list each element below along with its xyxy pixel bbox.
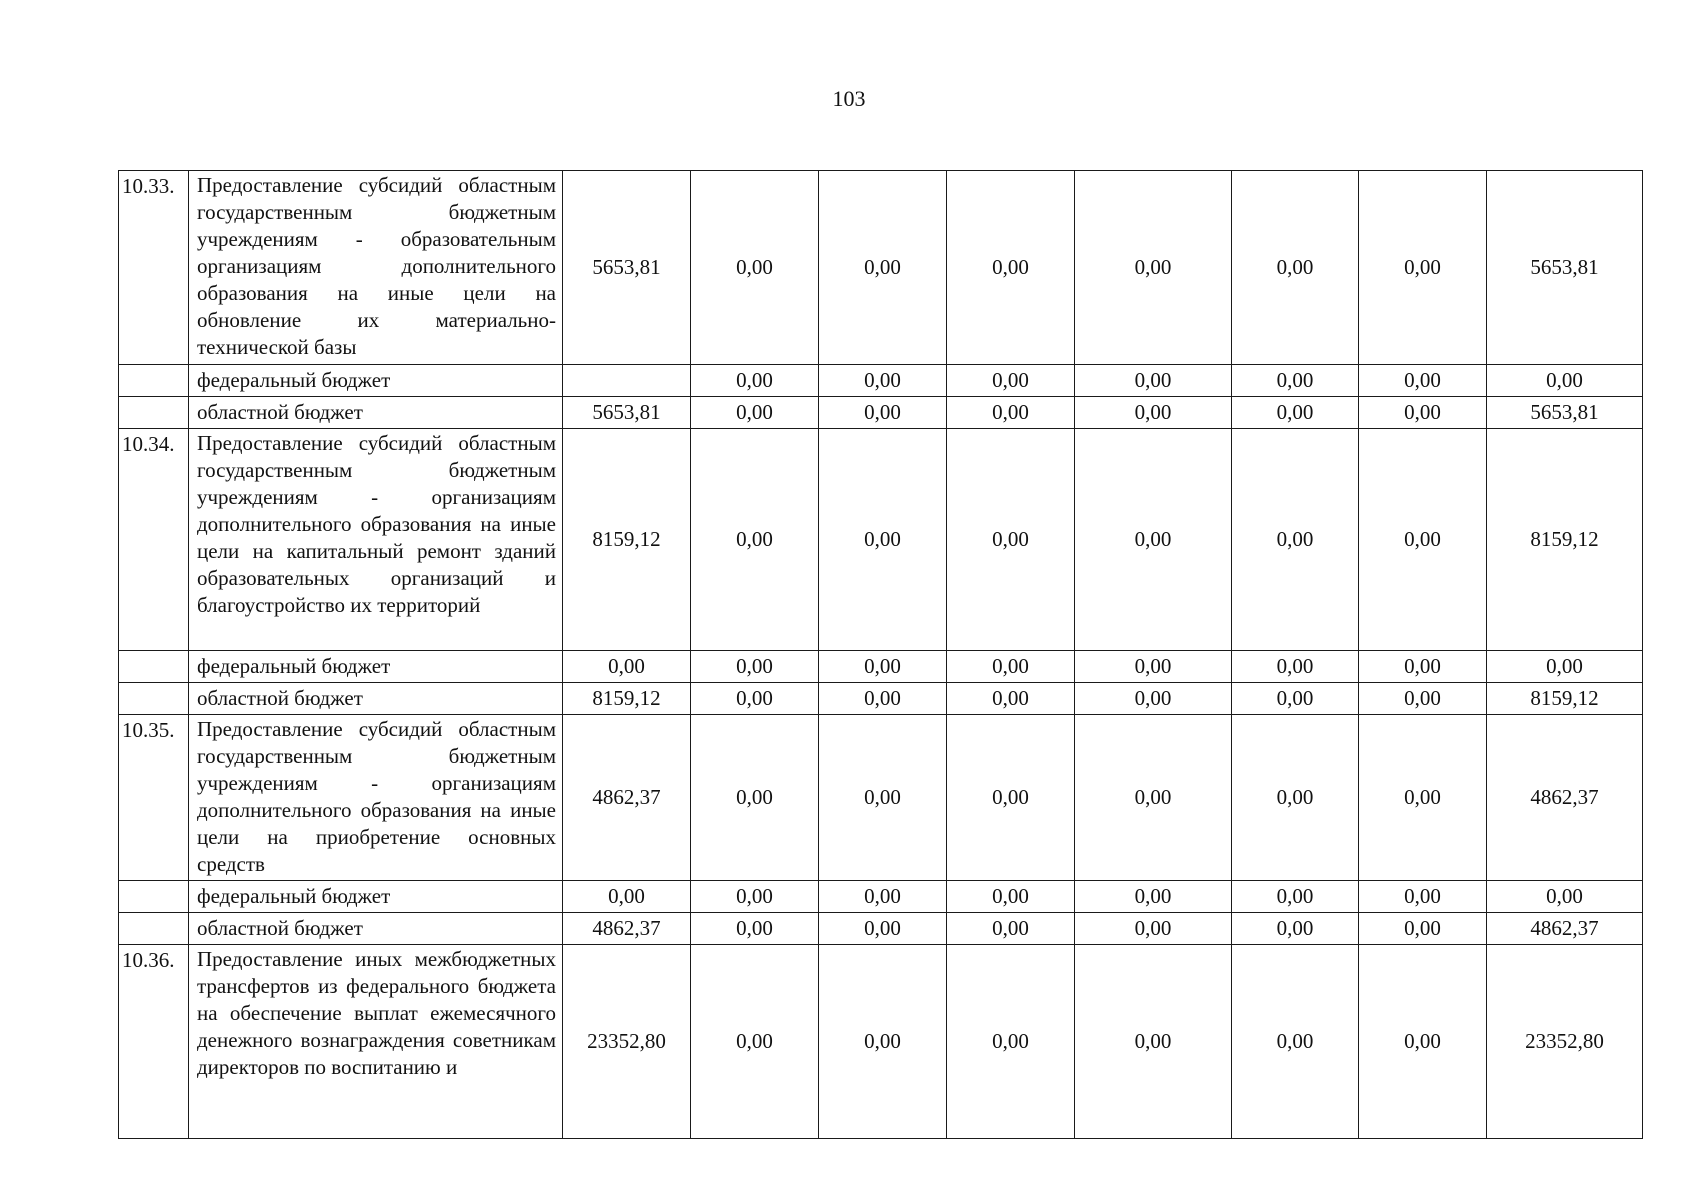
row-description: федеральный бюджет	[189, 651, 563, 683]
value-cell: 8159,12	[563, 683, 691, 715]
row-number	[119, 397, 189, 429]
row-description: Предоставление субсидий областным государственным бюджетным учреждениям - организациям дополнительного образования на иные цели на приобретение основных средств	[189, 715, 563, 881]
value-cell: 5653,81	[563, 397, 691, 429]
value-cell: 0,00	[947, 365, 1075, 397]
value-cell: 4862,37	[563, 913, 691, 945]
row-description: областной бюджет	[189, 397, 563, 429]
row-number	[119, 651, 189, 683]
value-cell: 0,00	[1232, 683, 1359, 715]
table-row	[119, 171, 1643, 365]
value-cell: 0,00	[1359, 365, 1487, 397]
value-cell: 0,00	[1075, 945, 1232, 1139]
value-cell: 0,00	[1359, 397, 1487, 429]
table-row	[119, 683, 1643, 715]
value-cell: 0,00	[947, 881, 1075, 913]
value-cell: 0,00	[691, 913, 819, 945]
value-cell: 0,00	[691, 881, 819, 913]
value-cell: 0,00	[1359, 429, 1487, 651]
table-row	[119, 715, 1643, 881]
table-row	[119, 651, 1643, 683]
value-cell: 0,00	[1075, 651, 1232, 683]
value-cell: 0,00	[691, 715, 819, 881]
row-number: 10.33.	[119, 171, 189, 365]
page-number: 103	[832, 86, 866, 111]
value-cell: 0,00	[819, 171, 947, 365]
table-row	[119, 913, 1643, 945]
value-cell: 0,00	[691, 365, 819, 397]
value-cell: 0,00	[819, 945, 947, 1139]
value-cell: 0,00	[1075, 365, 1232, 397]
value-cell: 0,00	[1359, 945, 1487, 1139]
value-cell: 8159,12	[1487, 429, 1643, 651]
value-cell: 0,00	[1075, 683, 1232, 715]
value-cell: 0,00	[563, 651, 691, 683]
value-cell: 23352,80	[1487, 945, 1643, 1139]
row-number: 10.34.	[119, 429, 189, 651]
value-cell: 0,00	[1232, 365, 1359, 397]
value-cell: 0,00	[1359, 715, 1487, 881]
row-description: областной бюджет	[189, 913, 563, 945]
value-cell: 0,00	[1487, 365, 1643, 397]
table-row	[119, 397, 1643, 429]
value-cell: 0,00	[1232, 171, 1359, 365]
row-description: федеральный бюджет	[189, 881, 563, 913]
value-cell: 0,00	[1232, 429, 1359, 651]
value-cell: 0,00	[1232, 945, 1359, 1139]
value-cell: 0,00	[1075, 913, 1232, 945]
value-cell: 0,00	[1075, 429, 1232, 651]
budget-table	[118, 170, 1643, 1139]
value-cell: 0,00	[819, 715, 947, 881]
row-number	[119, 365, 189, 397]
table-row	[119, 365, 1643, 397]
value-cell: 5653,81	[563, 171, 691, 365]
value-cell: 0,00	[691, 683, 819, 715]
value-cell: 0,00	[1232, 715, 1359, 881]
value-cell: 0,00	[947, 945, 1075, 1139]
value-cell: 5653,81	[1487, 397, 1643, 429]
row-description: Предоставление иных межбюджетных трансфертов из федерального бюджета на обеспечение выплат ежемесячного денежного вознаграждения советникам директоров по воспитанию и	[189, 945, 563, 1139]
value-cell: 0,00	[563, 881, 691, 913]
value-cell: 0,00	[947, 715, 1075, 881]
table-row	[119, 429, 1643, 651]
value-cell: 0,00	[1232, 881, 1359, 913]
value-cell: 4862,37	[563, 715, 691, 881]
row-description: Предоставление субсидий областным государственным бюджетным учреждениям - образовательным организациям дополнительного образования на иные цели на обновление их материально-технической базы	[189, 171, 563, 365]
value-cell: 23352,80	[563, 945, 691, 1139]
value-cell: 0,00	[1232, 397, 1359, 429]
row-description: областной бюджет	[189, 683, 563, 715]
value-cell: 0,00	[819, 429, 947, 651]
value-cell: 0,00	[1359, 651, 1487, 683]
value-cell: 8159,12	[1487, 683, 1643, 715]
row-number	[119, 683, 189, 715]
table-row	[119, 881, 1643, 913]
value-cell: 0,00	[1075, 397, 1232, 429]
value-cell: 0,00	[1487, 881, 1643, 913]
value-cell: 0,00	[1359, 913, 1487, 945]
row-number	[119, 881, 189, 913]
value-cell: 0,00	[819, 913, 947, 945]
value-cell: 0,00	[1075, 715, 1232, 881]
value-cell: 0,00	[691, 651, 819, 683]
row-description: федеральный бюджет	[189, 365, 563, 397]
value-cell: 0,00	[819, 683, 947, 715]
value-cell: 4862,37	[1487, 715, 1643, 881]
value-cell: 8159,12	[563, 429, 691, 651]
row-number: 10.35.	[119, 715, 189, 881]
value-cell: 0,00	[819, 365, 947, 397]
value-cell: 0,00	[947, 683, 1075, 715]
table-row	[119, 945, 1643, 1139]
value-cell: 0,00	[819, 651, 947, 683]
row-description: Предоставление субсидий областным государственным бюджетным учреждениям - организациям дополнительного образования на иные цели на капитальный ремонт зданий образовательных организаций и благоустройство их территорий	[189, 429, 563, 651]
row-number	[119, 913, 189, 945]
value-cell: 0,00	[1359, 881, 1487, 913]
value-cell: 0,00	[691, 945, 819, 1139]
value-cell: 0,00	[1359, 683, 1487, 715]
value-cell: 0,00	[1487, 651, 1643, 683]
value-cell: 0,00	[947, 651, 1075, 683]
value-cell: 0,00	[947, 913, 1075, 945]
value-cell: 0,00	[691, 429, 819, 651]
value-cell: 0,00	[1075, 171, 1232, 365]
value-cell: 4862,37	[1487, 913, 1643, 945]
value-cell: 0,00	[691, 171, 819, 365]
value-cell: 0,00	[819, 881, 947, 913]
row-number: 10.36.	[119, 945, 189, 1139]
value-cell	[563, 365, 691, 397]
value-cell: 0,00	[819, 397, 947, 429]
value-cell: 5653,81	[1487, 171, 1643, 365]
value-cell: 0,00	[1075, 881, 1232, 913]
value-cell: 0,00	[947, 397, 1075, 429]
value-cell: 0,00	[947, 429, 1075, 651]
value-cell: 0,00	[947, 171, 1075, 365]
value-cell: 0,00	[691, 397, 819, 429]
value-cell: 0,00	[1232, 913, 1359, 945]
value-cell: 0,00	[1359, 171, 1487, 365]
value-cell: 0,00	[1232, 651, 1359, 683]
